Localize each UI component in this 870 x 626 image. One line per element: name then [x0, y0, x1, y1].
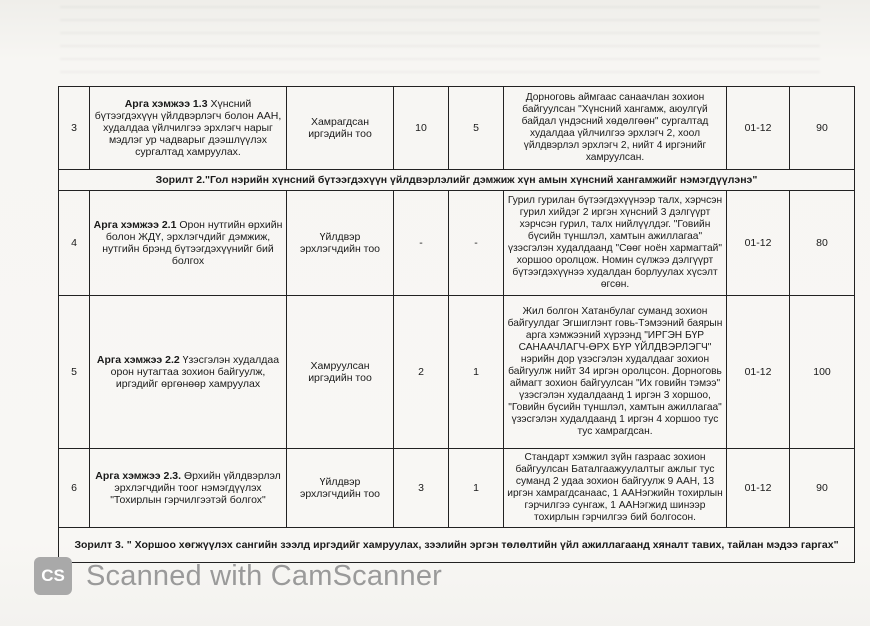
activity-description: Хүнсний бүтээгдэхүүн үйлдвэрлэгч болон ААН, худалдаа үйлчилгээ эрхлэгч нарыг мэдлэг ур чадварыг дээшлүүлэх сургалтад хамруулах. [94, 98, 282, 158]
planned-value: - [394, 191, 449, 296]
table-row [59, 296, 855, 449]
table-row [59, 87, 855, 170]
planned-value: 10 [394, 87, 449, 170]
camscanner-watermark [34, 557, 442, 595]
watermark-text: Scanned with CamScanner [86, 559, 443, 592]
period-cell: 01-12 [727, 87, 790, 170]
activity-cell [90, 449, 287, 528]
indicator-cell: Хамруулсан иргэдийн тоо [287, 296, 394, 449]
goal-row [59, 170, 855, 191]
activity-cell [90, 87, 287, 170]
activity-title: Арга хэмжээ 2.3. [95, 470, 182, 482]
indicator-cell: Үйлдвэр эрхлэгчдийн тоо [287, 449, 394, 528]
period-cell: 01-12 [727, 191, 790, 296]
camscanner-logo-icon [34, 557, 72, 595]
goal-2-title: Зорилт 2."Гол нэрийн хүнсний бүтээгдэхүүн үйлдвэрлэлийг дэмжиж хүн амын хүнсний хангамжийг нэмэгдүүлэнэ" [59, 170, 855, 191]
actual-value: 1 [449, 296, 504, 449]
row-number: 6 [59, 449, 90, 528]
activity-report-table [58, 86, 855, 563]
bleed-through-text [60, 6, 820, 76]
planned-value: 3 [394, 449, 449, 528]
indicator-cell: Хамрагдсан иргэдийн тоо [287, 87, 394, 170]
result-cell: Жил болгон Хатанбулаг суманд зохион байгуулдаг Эгшиглэнт говь-Тэмээний баярын арга хэмжээний хүрээнд "ИРГЭН БҮР САНААЧЛАГЧ-ӨРХ БҮР ҮЙЛДВЭРЛЭГЧ" нэрийн дор үзэсгэлэн худалдааг зохион байгуулж нийт 34 иргэн оролцсон. Дорноговь аймагт зохион байгуулсан "Их говийн тэмээ" үзэсгэлэн худалдаанд 1 иргэн 3 хоршоо, "Говийн бүсийн түншлэл, хамтын ажиллагаа" үзэсгэлэн худалдаанд 1 иргэн 4 хоршоо тус тус хамрагдсан. [504, 296, 727, 449]
actual-value: 1 [449, 449, 504, 528]
actual-value: 5 [449, 87, 504, 170]
row-number: 4 [59, 191, 90, 296]
planned-value: 2 [394, 296, 449, 449]
row-number: 3 [59, 87, 90, 170]
goal-3-title: Зорилт 3. " Хоршоо хөгжүүлэх сангийн зээлд иргэдийг хамруулах, зээлийн эргэн төлөлтийн үйл ажиллагаанд хяналт тавих, тайлан мэдээ гаргах" [59, 528, 855, 563]
activity-title: Арга хэмжээ 2.1 [93, 219, 177, 231]
result-cell: Стандарт хэмжил зүйн газраас зохион байгуулсан Баталгаажуулалтыг ажлыг тус суманд 2 удаа зохион байгуулж 9 ААН, 13 иргэн хамрагдсанаас, 1 ААНэгжийн тохирлын гэрчилгээ сунгаж, 1 ААНэгжид шинээр тохирлын гэрчилгээ бий болгосон. [504, 449, 727, 528]
result-cell: Дорноговь аймгаас санаачлан зохион байгуулсан "Хүнсний хангамж, аюулгүй байдал үндэсний хөдөлгөөн" сургалтад худалдаа үйлчилгээ эрхлэгч 2, хоол үйлдвэрлэл эрхлэгч 2, нийт 4 иргэнийг хамруулсан. [504, 87, 727, 170]
camscanner-logo-text: CS [41, 566, 65, 585]
activity-title: Арга хэмжээ 2.2 [96, 354, 180, 366]
activity-description: Орон нутгийн өрхийн болон ЖДҮ, эрхлэгчдийг дэмжиж, нутгийн брэнд бүтээгдэхүүнийг бий болгох [102, 219, 283, 267]
activity-description: Үзэсгэлэн худалдаа орон нутагтаа зохион байгуулж, иргэдийг өргөнөөр хамруулах [110, 354, 280, 390]
period-cell: 01-12 [727, 296, 790, 449]
table-row [59, 449, 855, 528]
result-cell: Гурил гурилан бүтээгдэхүүнээр талх, хэрчсэн гурил хийдэг 2 иргэн хүнсний 3 дэлгүүрт хэрчсэн гурил, талх нийлүүлдэг. "Говийн бүсийн түншлэл, хамтын ажиллагаа" үзэсгэлэн худалдаанд "Сөөг ноён хармагтай" хоршоо оролцож. Номин сүлжээ дэлгүүрт бүтээгдэхүүнээ худалдан борлуулах хүсэлт өгсөн. [504, 191, 727, 296]
indicator-cell: Үйлдвэр эрхлэгчдийн тоо [287, 191, 394, 296]
row-number: 5 [59, 296, 90, 449]
activity-cell [90, 191, 287, 296]
percent-cell: 80 [790, 191, 855, 296]
percent-cell: 90 [790, 87, 855, 170]
activity-description: Өрхийн үйлдвэрлэл эрхлэгчдийн тоог нэмэгдүүлэх "Тохирлын гэрчилгээтэй болгох" [110, 470, 281, 506]
percent-cell: 100 [790, 296, 855, 449]
actual-value: - [449, 191, 504, 296]
activity-cell [90, 296, 287, 449]
activity-title: Арга хэмжээ 1.3 [124, 98, 208, 110]
period-cell: 01-12 [727, 449, 790, 528]
table-row [59, 191, 855, 296]
percent-cell: 90 [790, 449, 855, 528]
